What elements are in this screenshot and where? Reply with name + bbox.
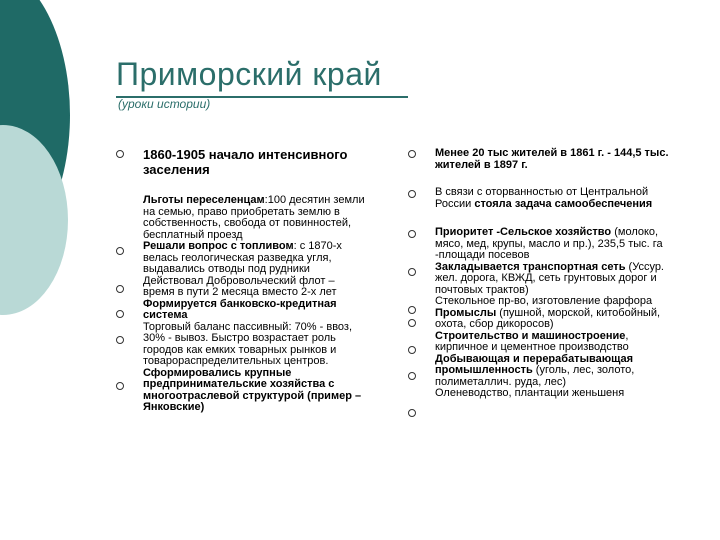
bullet-icon	[408, 319, 416, 327]
right-item-industry: Добывающая и перерабатывающая промышленность (уголь, лес, золото, полиметаллич. руда, лес)	[435, 352, 635, 388]
bullet-icon	[408, 372, 416, 380]
bullet-icon	[408, 268, 416, 276]
bullet-icon	[116, 150, 124, 158]
bullet-icon	[408, 306, 416, 314]
left-item-fleet: Действовал Добровольческий флот – время в пути 2 месяца вместо 2-х лет	[143, 274, 337, 298]
right-item-reindeer: Оленеводство, плантации женьшеня	[435, 387, 625, 399]
left-item-enterprises: Сформировались крупные предпринимательские хозяйства с многоотраслевой структурой (пример – Янковские)	[143, 366, 362, 413]
bullet-icon	[116, 247, 124, 255]
bullet-icon	[116, 336, 124, 344]
bullet-icon	[408, 190, 416, 198]
right-item-construction: Строительство и машиностроение, кирпичное и цементное производство	[435, 329, 629, 353]
right-item-self-sufficiency: В связи с оторванностью от Центральной России стояла задача самообеспечения	[435, 186, 653, 210]
bullet-icon	[116, 310, 124, 318]
right-list	[435, 227, 670, 400]
right-item-agriculture: Приоритет -Сельское хозяйство (молоко, мясо, мед, крупы, масло и пр.), 235,5 тыс. га -площади посевов	[435, 226, 663, 261]
bullet-icon	[408, 150, 416, 158]
left-list	[143, 195, 365, 414]
slide-title: Приморский край	[116, 56, 382, 92]
right-item-glass: Стекольное пр-во, изготовление фарфора	[435, 295, 653, 307]
left-heading: 1860-1905 начало интенсивного заселения	[143, 147, 348, 177]
bullet-icon	[408, 230, 416, 238]
right-item-population: Менее 20 тыс жителей в 1861 г. - 144,5 тыс. жителей в 1897 г.	[435, 147, 669, 171]
left-item-banking: Формируется банковско-кредитная система	[143, 297, 337, 321]
left-item-fuel: Решали вопрос с топливом: с 1870-х велась геологическая разведка угля, выдавались отводы под рудники	[143, 240, 342, 275]
right-item-crafts: Промыслы (пушной, морской, китобойный, охота, сбор дикоросов)	[435, 306, 661, 330]
bullet-icon	[408, 346, 416, 354]
left-item-benefits: Льготы переселенцам:100 десятин земли на семью, право приобретать землю в собственность, свобода от повинностей, бесплатный проезд	[143, 194, 365, 241]
bullet-icon	[408, 409, 416, 417]
left-item-trade: Торговый баланс пассивный: 70% - ввоз, 30% - вывоз. Быстро возрастает роль городов как емких товарных рынков и товарораспределительных центров.	[143, 320, 353, 367]
bullet-icon	[116, 285, 124, 293]
slide-subtitle: (уроки истории)	[118, 97, 211, 111]
bullet-icon	[116, 382, 124, 390]
right-item-transport: Закладывается транспортная сеть (Уссур. жел. дорога, КВЖД, сеть грунтовых дорог и почтовых трактов)	[435, 260, 664, 296]
